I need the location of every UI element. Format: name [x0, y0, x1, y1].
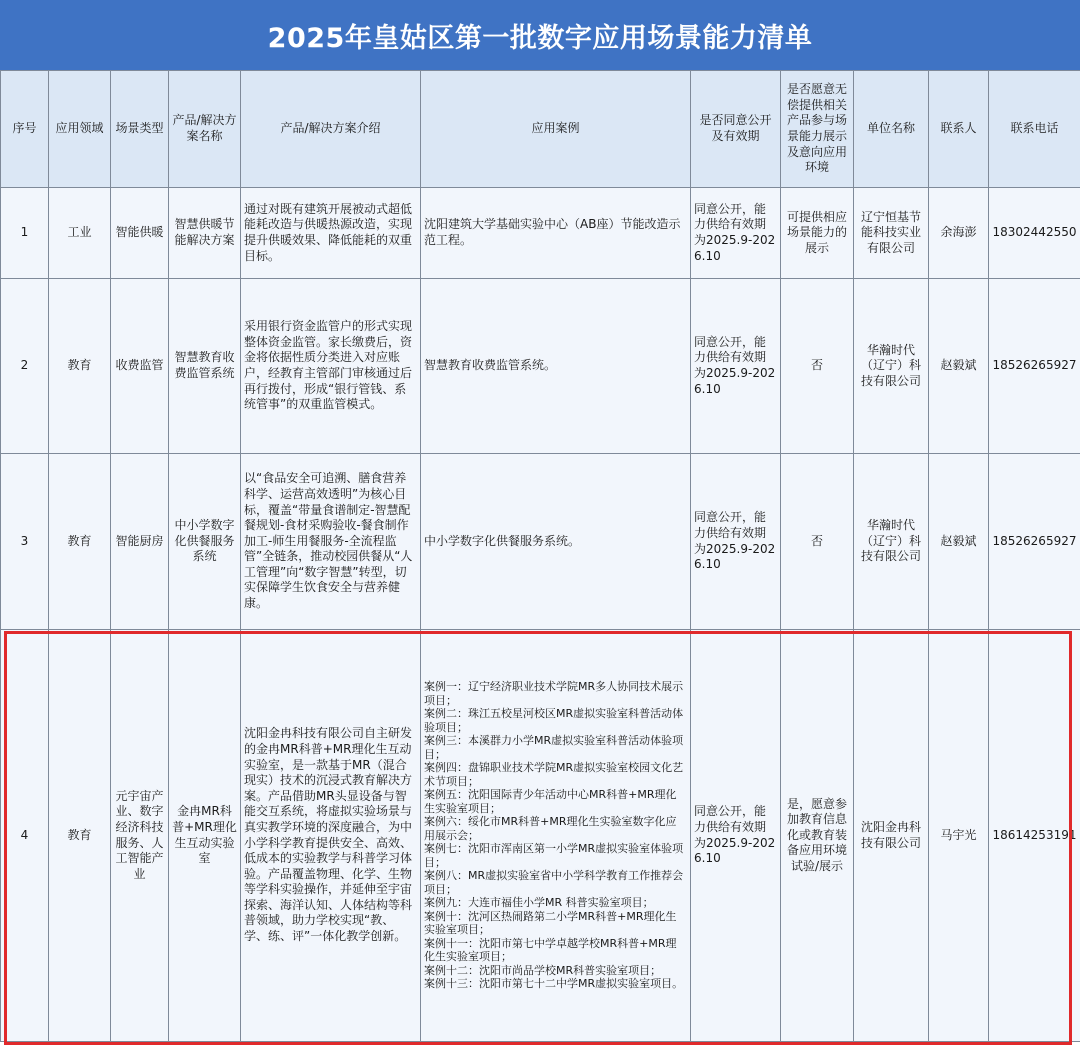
row-intro: 通过对既有建筑开展被动式超低能耗改造与供暖热源改造，实现提升供暖效果、降低能耗的双重目标。: [241, 188, 421, 279]
row-public: 同意公开，能力供给有效期为2025.9-2026.10: [691, 188, 781, 279]
title-bar: [0, 0, 1080, 70]
row-intro: 以“食品安全可追溯、膳食营养科学、运营高效透明”为核心目标，覆盖“带量食谱制定-智慧配餐规划-食材采购验收-餐食制作加工-师生用餐服务-全流程监管”全链条，推动校园供餐从“人工管理”向“数字智慧”转型，切实保障学生饮食安全与营养健康。: [241, 454, 421, 630]
page-title: 2025年皇姑区第一批数字应用场景能力清单: [267, 22, 813, 54]
row-product: 中小学数字化供餐服务系统: [169, 454, 241, 630]
row-willing: 可提供相应场景能力的展示: [781, 188, 854, 279]
row-cases: 案例一：辽宁经济职业技术学院MR多人协同技术展示项目； 案例二：珠江五校星河校区MR虚拟实验室科普活动体验项目； 案例三：本溪群力小学MR虚拟实验室科普活动体验项目； 案例四：盘锦职业技术学院MR虚拟实验室校园文化艺术节项目； 案例五：沈阳国际青少年活动中心MR科普+MR理化生实验室项目； 案例六：绥化市MR科普+MR理化生实验室数字化应用展示会； 案例七：沈阳市浑南区第一小学MR虚拟实验室体验项目； 案例八：MR虚拟实验室省中小学科学教育工作推荐会项目； 案例九：大连市福佳小学MR 科普实验室项目； 案例十：沈河区热闹路第二小学MR科普+MR理化生实验室项目； 案例十一：沈阳市第七中学卓越学校MR科普+MR理化生实验室项目； 案例十二：沈阳市尚品学校MR科普实验室项目； 案例十三：沈阳市第七十二中学MR虚拟实验室项目。: [421, 630, 691, 1042]
table-row: [1, 279, 1080, 454]
row-product: 金冉MR科普+MR理化生互动实验室: [169, 630, 241, 1042]
col-header-intro: 产品/解决方案介绍: [241, 71, 421, 188]
row-company: 华瀚时代（辽宁）科技有限公司: [854, 454, 929, 630]
col-header-phone: 联系电话: [989, 71, 1080, 188]
row-phone: 18526265927: [989, 279, 1080, 454]
row-no: 3: [1, 454, 49, 630]
col-header-willing: 是否愿意无偿提供相关产品参与场景能力展示及意向应用环境: [781, 71, 854, 188]
row-type: 智能供暖: [111, 188, 169, 279]
row-public: 同意公开，能力供给有效期为2025.9-2026.10: [691, 279, 781, 454]
table-row: [1, 630, 1080, 1042]
row-type: 元宇宙产业、数字经济科技服务、人工智能产业: [111, 630, 169, 1042]
capability-table: [0, 70, 1080, 1042]
col-header-product: 产品/解决方案名称: [169, 71, 241, 188]
row-type: 收费监管: [111, 279, 169, 454]
row-intro: 沈阳金冉科技有限公司自主研发的金冉MR科普+MR理化生互动实验室，是一款基于MR（混合现实）技术的沉浸式教育解决方案。产品借助MR头显设备与智能交互系统，将虚拟实验场景与真实教学环境的深度融合，为中小学科学教育提供安全、高效、低成本的实验教学与科普学习体验。产品覆盖物理、化学、生物等学科实验操作，并延伸至宇宙探索、海洋认知、人体结构等科普领域，助力学校实现“教、学、练、评”一体化教学创新。: [241, 630, 421, 1042]
row-field: 工业: [49, 188, 111, 279]
table-row: [1, 454, 1080, 630]
col-header-public: 是否同意公开及有效期: [691, 71, 781, 188]
row-company: 华瀚时代（辽宁）科技有限公司: [854, 279, 929, 454]
row-phone: 18302442550: [989, 188, 1080, 279]
row-field: 教育: [49, 454, 111, 630]
row-cases: 沈阳建筑大学基础实验中心（AB座）节能改造示范工程。: [421, 188, 691, 279]
row-contact: 赵毅斌: [929, 454, 989, 630]
row-no: 4: [1, 630, 49, 1042]
row-willing: 否: [781, 454, 854, 630]
row-company: 沈阳金冉科技有限公司: [854, 630, 929, 1042]
col-header-type: 场景类型: [111, 71, 169, 188]
row-cases: 中小学数字化供餐服务系统。: [421, 454, 691, 630]
row-field: 教育: [49, 630, 111, 1042]
col-header-cases: 应用案例: [421, 71, 691, 188]
row-type: 智能厨房: [111, 454, 169, 630]
row-company: 辽宁恒基节能科技实业有限公司: [854, 188, 929, 279]
col-header-field: 应用领域: [49, 71, 111, 188]
row-phone: 18526265927: [989, 454, 1080, 630]
col-header-contact: 联系人: [929, 71, 989, 188]
row-willing: 是，愿意参加教育信息化或教育装备应用环境试验/展示: [781, 630, 854, 1042]
row-product: 智慧教育收费监管系统: [169, 279, 241, 454]
row-contact: 马宇光: [929, 630, 989, 1042]
row-public: 同意公开，能力供给有效期为2025.9-2026.10: [691, 630, 781, 1042]
row-public: 同意公开，能力供给有效期为2025.9-2026.10: [691, 454, 781, 630]
table-row: [1, 188, 1080, 279]
row-field: 教育: [49, 279, 111, 454]
row-no: 2: [1, 279, 49, 454]
row-willing: 否: [781, 279, 854, 454]
row-intro: 采用银行资金监管户的形式实现整体资金监管。家长缴费后，资金将依据性质分类进入对应账户，经教育主管部门审核通过后再行拨付，形成“银行管钱、系统管事”的双重监管模式。: [241, 279, 421, 454]
header-row: [1, 71, 1080, 188]
col-header-company: 单位名称: [854, 71, 929, 188]
col-header-no: 序号: [1, 71, 49, 188]
row-cases: 智慧教育收费监管系统。: [421, 279, 691, 454]
row-contact: 赵毅斌: [929, 279, 989, 454]
row-no: 1: [1, 188, 49, 279]
row-phone: 18614253191: [989, 630, 1080, 1042]
row-contact: 余海澎: [929, 188, 989, 279]
row-product: 智慧供暖节能解决方案: [169, 188, 241, 279]
